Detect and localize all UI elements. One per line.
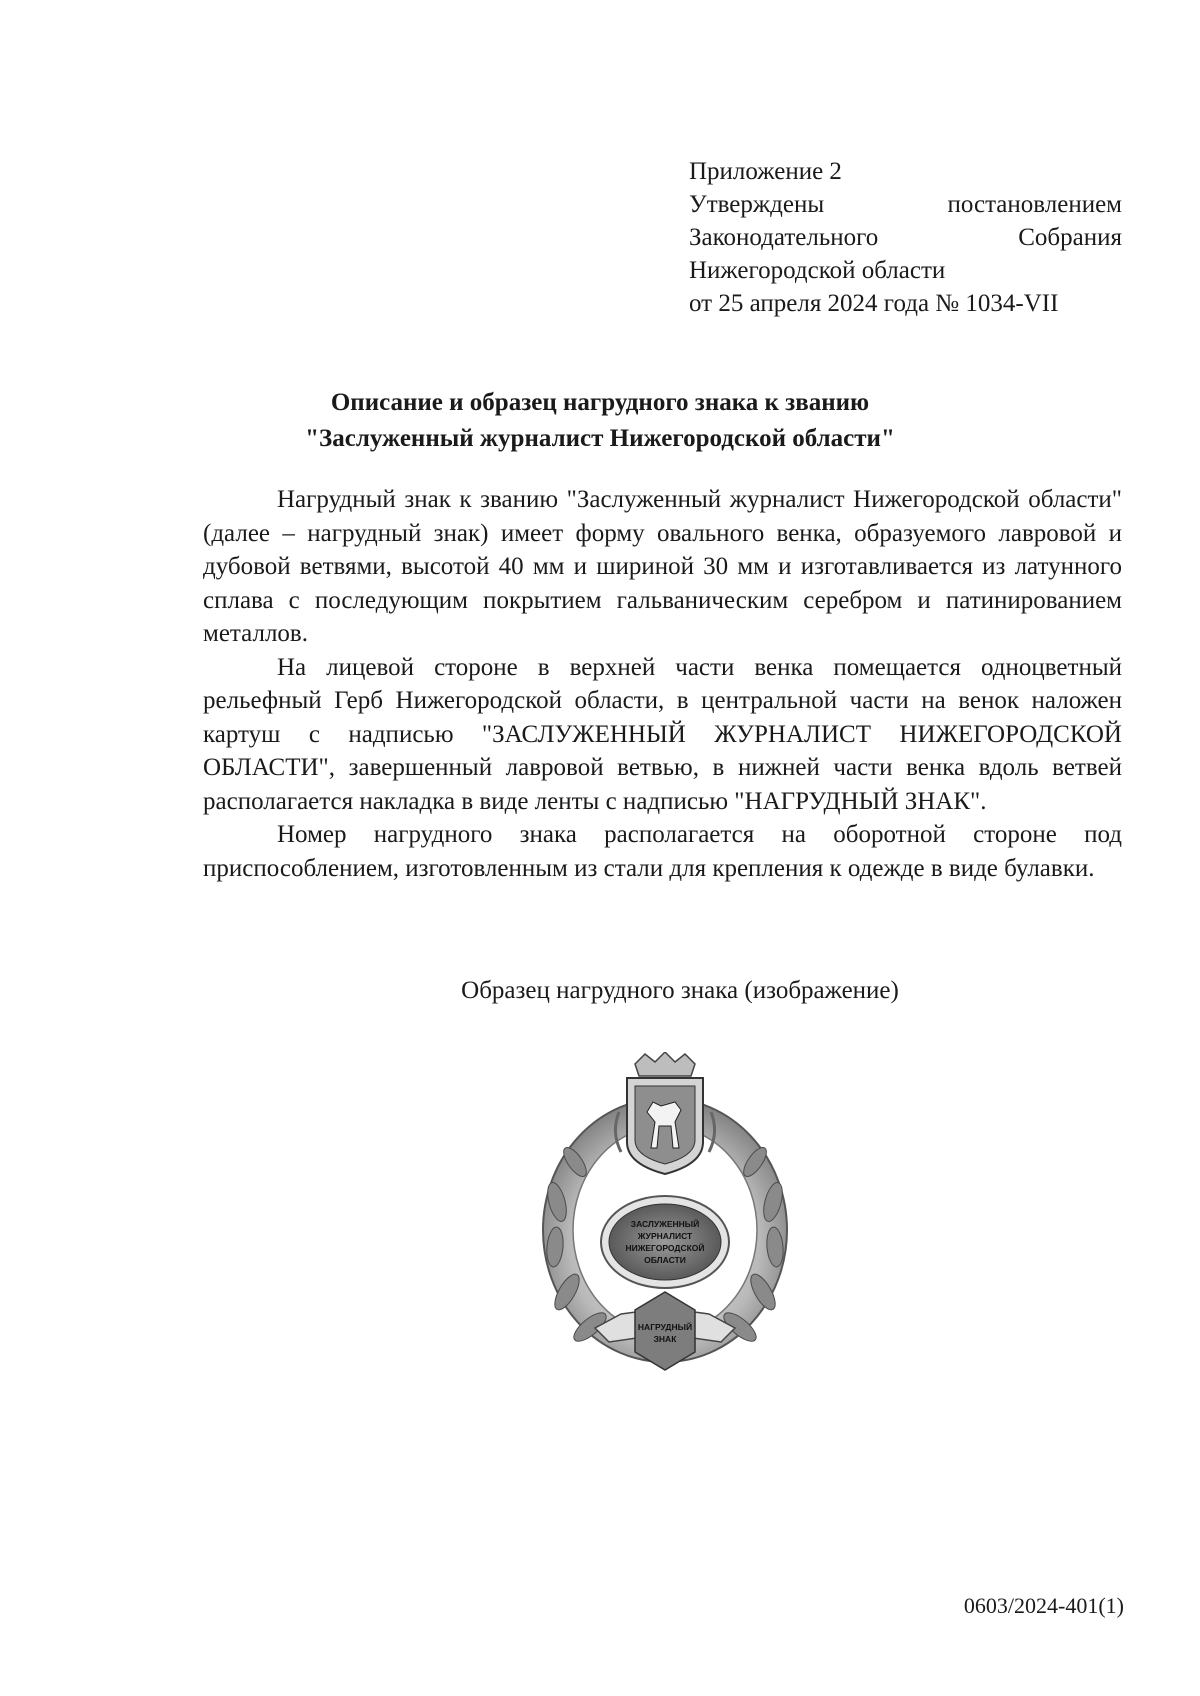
- paragraph-front-side: На лицевой стороне в верхней части венка помещается одноцветный рельефный Герб Нижегородской области, в центральной части на венок наложен картуш с надписью "ЗАСЛУЖЕННЫЙ ЖУРНАЛИСТ НИЖЕГОРОДСКОЙ ОБЛАСТИ", завершенный лавровой ветвью, в нижней части венка вдоль ветвей располагается накладка в виде ленты с надписью "НАГРУДНЫЙ ЗНАК".: [203, 653, 1122, 815]
- cartouche-text-3: НИЖЕГОРОДСКОЙ: [625, 1243, 705, 1253]
- appendix-label: Приложение 2: [689, 158, 842, 185]
- legislative-word: Законодательного: [689, 224, 879, 251]
- badge-image: [535, 1052, 795, 1372]
- approved-line: [689, 188, 1122, 221]
- description-body: [203, 483, 1122, 885]
- cartouche-text-4: ОБЛАСТИ: [644, 1255, 686, 1265]
- title-line-1: Описание и образец нагрудного знака к званию: [330, 389, 870, 416]
- cartouche: [601, 1196, 729, 1288]
- sample-caption: Образец нагрудного знака (изображение): [461, 977, 899, 1004]
- cartouche-text-2: ЖУРНАЛИСТ: [637, 1231, 693, 1241]
- ribbon-text-1: НАГРУДНЫЙ: [637, 1322, 693, 1332]
- assembly-word: Собрания: [1018, 224, 1122, 251]
- assembly-line: [689, 221, 1122, 254]
- coat-of-arms-icon: [615, 1052, 714, 1174]
- paragraph-number: Номер нагрудного знака располагается на оборотной стороне под приспособлением, изготовленным из стали для крепления к одежде в виде булавки.: [203, 821, 1122, 882]
- ribbon-text-2: ЗНАК: [653, 1334, 677, 1344]
- region-line: Нижегородской области: [689, 257, 946, 284]
- title-line-2: "Заслуженный журналист Нижегородской области": [305, 425, 895, 452]
- resolution-word: постановлением: [947, 191, 1122, 218]
- date-number-line: от 25 апреля 2024 года № 1034-VII: [689, 290, 1059, 317]
- document-number: 0603/2024-401(1): [963, 1593, 1124, 1618]
- approval-header: [689, 155, 1122, 320]
- paragraph-shape: Нагрудный знак к званию "Заслуженный журналист Нижегородской области" (далее – нагрудный знак) имеет форму овального венка, образуемого лавровой и дубовой ветвями, высотой 40 мм и шириной 30 мм и изготавливается из латунного сплава с последующим покрытием гальваническим серебром и патинированием металлов.: [203, 486, 1122, 647]
- document-title: [100, 385, 1100, 457]
- approved-word: Утверждены: [689, 191, 825, 218]
- cartouche-text-1: ЗАСЛУЖЕННЫЙ: [630, 1219, 700, 1229]
